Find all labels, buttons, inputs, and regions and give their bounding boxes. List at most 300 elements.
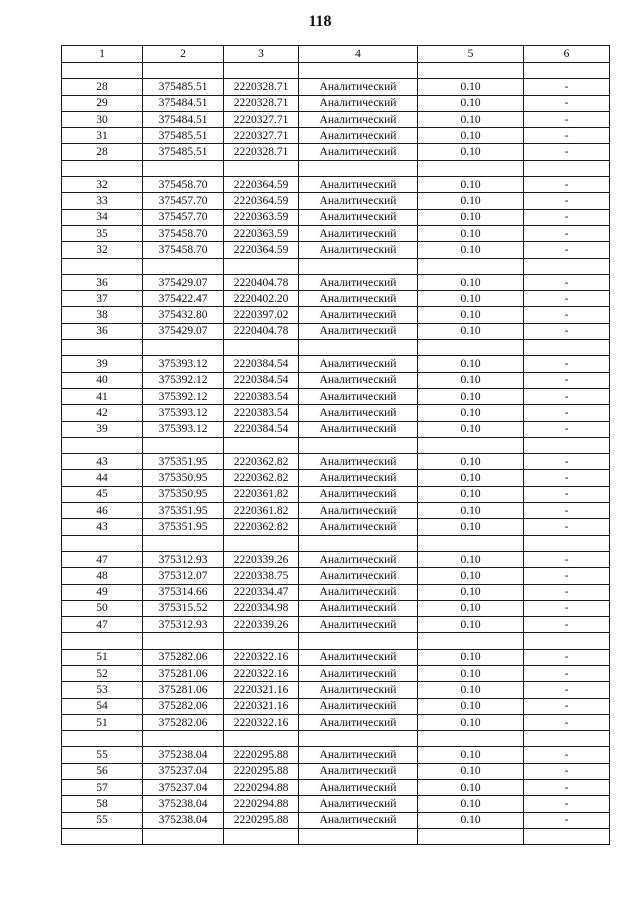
column-header: 2	[143, 46, 224, 63]
empty-cell	[224, 437, 299, 453]
table-cell: 2220383.54	[224, 405, 299, 421]
table-cell: 375282.06	[143, 649, 224, 665]
table-cell: 2220404.78	[224, 274, 299, 290]
table-cell: 47	[62, 551, 143, 567]
table-cell: -	[524, 209, 610, 225]
empty-cell	[143, 340, 224, 356]
table-cell: -	[524, 584, 610, 600]
table-cell: 55	[62, 812, 143, 828]
table-row	[62, 372, 610, 388]
table-cell: -	[524, 796, 610, 812]
table-cell: 375393.12	[143, 356, 224, 372]
table-cell: 375312.93	[143, 617, 224, 633]
table-cell: 2220361.82	[224, 503, 299, 519]
table-cell: 57	[62, 780, 143, 796]
table-cell: 0.10	[418, 519, 524, 535]
table-cell: -	[524, 144, 610, 160]
table-cell: 375457.70	[143, 193, 224, 209]
table-row	[62, 307, 610, 323]
empty-cell	[299, 731, 418, 747]
empty-cell	[299, 160, 418, 176]
table-cell: 2220334.47	[224, 584, 299, 600]
table-cell: -	[524, 682, 610, 698]
page-number: 118	[308, 13, 332, 30]
table-cell: Аналитический	[299, 193, 418, 209]
table-cell: 2220295.88	[224, 747, 299, 763]
table-row	[62, 242, 610, 258]
column-header: 3	[224, 46, 299, 63]
table-cell: 0.10	[418, 242, 524, 258]
empty-cell	[143, 731, 224, 747]
empty-cell	[418, 535, 524, 551]
table-cell: 0.10	[418, 111, 524, 127]
table-cell: 0.10	[418, 193, 524, 209]
column-header: 4	[299, 46, 418, 63]
table-cell: Аналитический	[299, 144, 418, 160]
table-cell: -	[524, 486, 610, 502]
table-cell: 375429.07	[143, 274, 224, 290]
table-cell: 0.10	[418, 682, 524, 698]
table-cell: Аналитический	[299, 454, 418, 470]
table-row	[62, 503, 610, 519]
table-cell: 56	[62, 763, 143, 779]
table-cell: 375282.06	[143, 698, 224, 714]
table-cell: 0.10	[418, 372, 524, 388]
empty-cell	[62, 535, 143, 551]
table-cell: 32	[62, 177, 143, 193]
table-cell: 55	[62, 747, 143, 763]
table-cell: -	[524, 274, 610, 290]
table-cell: 0.10	[418, 763, 524, 779]
table-cell: -	[524, 665, 610, 681]
empty-cell	[418, 731, 524, 747]
table-cell: 0.10	[418, 665, 524, 681]
table-cell: 2220334.98	[224, 600, 299, 616]
empty-cell	[524, 340, 610, 356]
table-cell: -	[524, 177, 610, 193]
table-cell: 39	[62, 421, 143, 437]
empty-cell	[143, 828, 224, 844]
table-cell: 0.10	[418, 698, 524, 714]
spacer-row	[62, 535, 610, 551]
table-cell: Аналитический	[299, 503, 418, 519]
table-cell: 35	[62, 225, 143, 241]
table-cell: -	[524, 714, 610, 730]
table-cell: -	[524, 470, 610, 486]
table-row	[62, 274, 610, 290]
table-cell: 375392.12	[143, 372, 224, 388]
empty-cell	[62, 258, 143, 274]
table-cell: Аналитический	[299, 242, 418, 258]
table-cell: 2220364.59	[224, 242, 299, 258]
empty-cell	[299, 535, 418, 551]
table-cell: 375484.51	[143, 111, 224, 127]
table-cell: 53	[62, 682, 143, 698]
table-cell: -	[524, 242, 610, 258]
table-cell: 375238.04	[143, 796, 224, 812]
table-cell: 41	[62, 388, 143, 404]
table-cell: 34	[62, 209, 143, 225]
empty-cell	[62, 340, 143, 356]
table-cell: 33	[62, 193, 143, 209]
table-cell: 0.10	[418, 796, 524, 812]
table-cell: Аналитический	[299, 128, 418, 144]
table-cell: 2220362.82	[224, 470, 299, 486]
table-cell: 47	[62, 617, 143, 633]
table-cell: Аналитический	[299, 763, 418, 779]
table-cell: -	[524, 698, 610, 714]
table-cell: Аналитический	[299, 372, 418, 388]
table-cell: 375350.95	[143, 486, 224, 502]
table-cell: 375458.70	[143, 225, 224, 241]
table-cell: 0.10	[418, 714, 524, 730]
table-cell: 0.10	[418, 79, 524, 95]
table-cell: -	[524, 617, 610, 633]
table-cell: 2220295.88	[224, 763, 299, 779]
empty-cell	[418, 160, 524, 176]
table-cell: 2220363.59	[224, 209, 299, 225]
empty-cell	[62, 63, 143, 79]
table-cell: 43	[62, 454, 143, 470]
table-cell: Аналитический	[299, 95, 418, 111]
table-cell: Аналитический	[299, 568, 418, 584]
table-cell: Аналитический	[299, 291, 418, 307]
table-row	[62, 193, 610, 209]
table-cell: 375485.51	[143, 79, 224, 95]
table-cell: 375281.06	[143, 682, 224, 698]
empty-cell	[224, 258, 299, 274]
table-cell: 375485.51	[143, 144, 224, 160]
table-row	[62, 177, 610, 193]
table-cell: Аналитический	[299, 682, 418, 698]
table-row	[62, 323, 610, 339]
table-row	[62, 796, 610, 812]
table-cell: Аналитический	[299, 551, 418, 567]
table-cell: 2220364.59	[224, 193, 299, 209]
table-cell: 2220384.54	[224, 372, 299, 388]
empty-cell	[524, 828, 610, 844]
table-cell: 2220361.82	[224, 486, 299, 502]
empty-cell	[224, 340, 299, 356]
table-cell: 375315.52	[143, 600, 224, 616]
column-header: 1	[62, 46, 143, 63]
empty-cell	[224, 633, 299, 649]
table-cell: Аналитический	[299, 405, 418, 421]
table-cell: -	[524, 111, 610, 127]
spacer-row	[62, 633, 610, 649]
table-cell: Аналитический	[299, 225, 418, 241]
spacer-row	[62, 258, 610, 274]
table-cell: -	[524, 307, 610, 323]
table-cell: 0.10	[418, 503, 524, 519]
table-cell: 0.10	[418, 780, 524, 796]
table-row	[62, 405, 610, 421]
table-cell: 375350.95	[143, 470, 224, 486]
empty-cell	[143, 258, 224, 274]
table-cell: 2220384.54	[224, 356, 299, 372]
table-cell: -	[524, 763, 610, 779]
table-cell: Аналитический	[299, 111, 418, 127]
table-cell: Аналитический	[299, 79, 418, 95]
table-cell: 375314.66	[143, 584, 224, 600]
table-row	[62, 780, 610, 796]
table-cell: Аналитический	[299, 698, 418, 714]
table-cell: -	[524, 356, 610, 372]
empty-cell	[418, 633, 524, 649]
empty-cell	[299, 258, 418, 274]
table-cell: Аналитический	[299, 421, 418, 437]
header-row	[62, 46, 610, 63]
table-cell: 40	[62, 372, 143, 388]
table-cell: Аналитический	[299, 780, 418, 796]
table-cell: 0.10	[418, 421, 524, 437]
table-cell: Аналитический	[299, 747, 418, 763]
table-cell: 2220327.71	[224, 128, 299, 144]
table-cell: Аналитический	[299, 584, 418, 600]
empty-cell	[524, 535, 610, 551]
table-cell: 375458.70	[143, 242, 224, 258]
table-cell: 44	[62, 470, 143, 486]
table-cell: Аналитический	[299, 388, 418, 404]
spacer-row	[62, 160, 610, 176]
table-cell: -	[524, 780, 610, 796]
table-row	[62, 79, 610, 95]
empty-cell	[224, 828, 299, 844]
empty-cell	[224, 731, 299, 747]
table-cell: 0.10	[418, 356, 524, 372]
table-cell: -	[524, 128, 610, 144]
table-cell: -	[524, 503, 610, 519]
table-row	[62, 665, 610, 681]
empty-cell	[62, 633, 143, 649]
table-cell: 52	[62, 665, 143, 681]
table-cell: 375485.51	[143, 128, 224, 144]
empty-cell	[224, 63, 299, 79]
spacer-row	[62, 63, 610, 79]
table-cell: 54	[62, 698, 143, 714]
table-cell: 375351.95	[143, 519, 224, 535]
empty-cell	[418, 63, 524, 79]
table-cell: 2220338.75	[224, 568, 299, 584]
empty-cell	[418, 437, 524, 453]
table-cell: -	[524, 372, 610, 388]
empty-cell	[524, 731, 610, 747]
table-cell: -	[524, 79, 610, 95]
table-cell: 375237.04	[143, 763, 224, 779]
table-cell: 46	[62, 503, 143, 519]
table-row	[62, 144, 610, 160]
table-cell: 51	[62, 649, 143, 665]
table-cell: Аналитический	[299, 714, 418, 730]
table-cell: 375432.80	[143, 307, 224, 323]
table-cell: 2220339.26	[224, 551, 299, 567]
table-row	[62, 486, 610, 502]
table-cell: 0.10	[418, 95, 524, 111]
table-cell: 2220294.88	[224, 796, 299, 812]
empty-cell	[143, 633, 224, 649]
column-header: 6	[524, 46, 610, 63]
table-row	[62, 551, 610, 567]
empty-cell	[299, 340, 418, 356]
table-cell: 0.10	[418, 291, 524, 307]
table-cell: 2220322.16	[224, 714, 299, 730]
table-row	[62, 291, 610, 307]
empty-cell	[62, 437, 143, 453]
empty-cell	[524, 160, 610, 176]
table-cell: 32	[62, 242, 143, 258]
table-cell: -	[524, 551, 610, 567]
table-cell: 0.10	[418, 568, 524, 584]
table-cell: 375312.93	[143, 551, 224, 567]
table-cell: 28	[62, 79, 143, 95]
table-cell: 2220362.82	[224, 454, 299, 470]
table-cell: -	[524, 291, 610, 307]
table-cell: 2220295.88	[224, 812, 299, 828]
table-cell: 2220404.78	[224, 323, 299, 339]
spacer-row	[62, 828, 610, 844]
table-cell: -	[524, 193, 610, 209]
table-cell: 0.10	[418, 144, 524, 160]
table-cell: 0.10	[418, 600, 524, 616]
table-cell: 58	[62, 796, 143, 812]
table-cell: Аналитический	[299, 649, 418, 665]
table-cell: Аналитический	[299, 486, 418, 502]
table-cell: Аналитический	[299, 812, 418, 828]
table-cell: 0.10	[418, 486, 524, 502]
table-cell: Аналитический	[299, 274, 418, 290]
table-row	[62, 519, 610, 535]
empty-cell	[418, 258, 524, 274]
table-cell: 37	[62, 291, 143, 307]
table-row	[62, 649, 610, 665]
table-row	[62, 470, 610, 486]
table-cell: Аналитический	[299, 307, 418, 323]
table-cell: 2220362.82	[224, 519, 299, 535]
table-row	[62, 421, 610, 437]
table-cell: 36	[62, 323, 143, 339]
table-cell: -	[524, 454, 610, 470]
empty-cell	[62, 731, 143, 747]
table-row	[62, 698, 610, 714]
table-cell: 30	[62, 111, 143, 127]
empty-cell	[524, 437, 610, 453]
table-row	[62, 209, 610, 225]
empty-cell	[62, 160, 143, 176]
table-cell: -	[524, 649, 610, 665]
empty-cell	[224, 535, 299, 551]
table-cell: -	[524, 388, 610, 404]
table-cell: -	[524, 95, 610, 111]
table-cell: 0.10	[418, 177, 524, 193]
empty-cell	[62, 828, 143, 844]
table-cell: 36	[62, 274, 143, 290]
table-row	[62, 95, 610, 111]
table-cell: 39	[62, 356, 143, 372]
table-row	[62, 111, 610, 127]
table-cell: -	[524, 421, 610, 437]
column-header: 5	[418, 46, 524, 63]
table-cell: 38	[62, 307, 143, 323]
table-cell: 0.10	[418, 388, 524, 404]
spacer-row	[62, 437, 610, 453]
table-cell: 375237.04	[143, 780, 224, 796]
empty-cell	[524, 258, 610, 274]
table-cell: 49	[62, 584, 143, 600]
table-cell: 0.10	[418, 209, 524, 225]
table-row	[62, 388, 610, 404]
table-cell: 375458.70	[143, 177, 224, 193]
table-cell: Аналитический	[299, 209, 418, 225]
table-cell: 2220321.16	[224, 682, 299, 698]
table-cell: 0.10	[418, 747, 524, 763]
empty-cell	[143, 535, 224, 551]
empty-cell	[143, 437, 224, 453]
table-row	[62, 356, 610, 372]
table-row	[62, 714, 610, 730]
table-cell: 2220327.71	[224, 111, 299, 127]
table-row	[62, 128, 610, 144]
table-cell: -	[524, 812, 610, 828]
table-cell: Аналитический	[299, 617, 418, 633]
table-row	[62, 225, 610, 241]
table-cell: 50	[62, 600, 143, 616]
table-cell: 375429.07	[143, 323, 224, 339]
table-row	[62, 584, 610, 600]
table-cell: -	[524, 519, 610, 535]
table-cell: 0.10	[418, 225, 524, 241]
table-cell: 2220328.71	[224, 79, 299, 95]
table-cell: 0.10	[418, 128, 524, 144]
table-cell: 0.10	[418, 470, 524, 486]
spacer-row	[62, 731, 610, 747]
table-cell: 0.10	[418, 323, 524, 339]
table-cell: 0.10	[418, 405, 524, 421]
table-cell: Аналитический	[299, 796, 418, 812]
table-cell: Аналитический	[299, 519, 418, 535]
table-cell: 0.10	[418, 812, 524, 828]
table-cell: 2220322.16	[224, 649, 299, 665]
table-cell: 48	[62, 568, 143, 584]
table-cell: 2220322.16	[224, 665, 299, 681]
table-cell: -	[524, 405, 610, 421]
table-cell: 0.10	[418, 649, 524, 665]
table-cell: 31	[62, 128, 143, 144]
table-cell: 2220321.16	[224, 698, 299, 714]
table-row	[62, 763, 610, 779]
empty-cell	[418, 828, 524, 844]
table-row	[62, 617, 610, 633]
empty-cell	[143, 160, 224, 176]
table-cell: 28	[62, 144, 143, 160]
table-cell: 2220402.20	[224, 291, 299, 307]
table-cell: 375457.70	[143, 209, 224, 225]
spacer-row	[62, 340, 610, 356]
table-row	[62, 568, 610, 584]
table-cell: 2220397.02	[224, 307, 299, 323]
table-cell: 375282.06	[143, 714, 224, 730]
empty-cell	[143, 63, 224, 79]
empty-cell	[299, 828, 418, 844]
empty-cell	[418, 340, 524, 356]
table-cell: Аналитический	[299, 356, 418, 372]
table-cell: 375351.95	[143, 503, 224, 519]
table-cell: 2220364.59	[224, 177, 299, 193]
empty-cell	[299, 437, 418, 453]
table-cell: Аналитический	[299, 600, 418, 616]
table-cell: 0.10	[418, 274, 524, 290]
table-cell: 2220384.54	[224, 421, 299, 437]
empty-cell	[224, 160, 299, 176]
